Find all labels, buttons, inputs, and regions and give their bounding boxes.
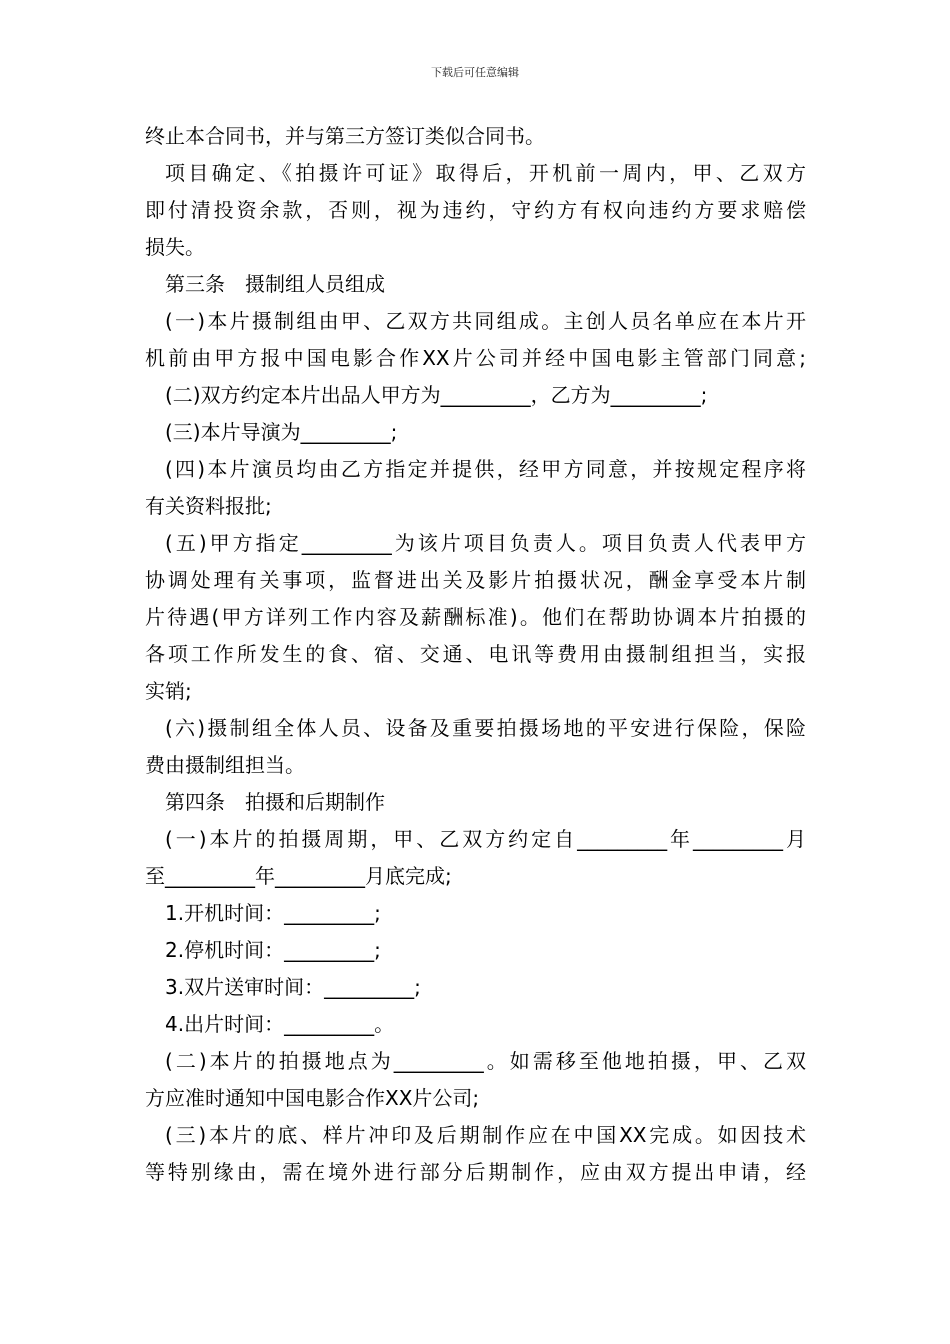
text-line: 方应准时通知中国电影合作XX片公司; <box>145 1086 480 1110</box>
text-line: 等特别缘由，需在境外进行部分后期制作，应由双方提出申请，经 <box>145 1160 806 1184</box>
text-line: (三)本片导演为_________; <box>165 420 398 444</box>
text-line: (一)本片摄制组由甲、乙双方共同组成。主创人员名单应在本片开 <box>165 309 806 333</box>
text-line: 3.双片送审时间：_________; <box>165 975 421 999</box>
text-line: 机前由甲方报中国电影合作XX片公司并经中国电影主管部门同意; <box>145 346 806 370</box>
text-line: (二)本片的拍摄地点为_________。如需移至他地拍摄，甲、乙双 <box>165 1049 806 1073</box>
text-line: 项目确定、《拍摄许可证》取得后，开机前一周内，甲、乙双方 <box>165 161 806 185</box>
text-line: 即付清投资余款，否则，视为违约，守约方有权向违约方要求赔偿 <box>145 198 806 222</box>
text-line: 有关资料报批; <box>145 494 272 518</box>
text-line: (二)双方约定本片出品人甲方为_________，乙方为_________; <box>165 383 708 407</box>
document-body <box>145 118 806 1191</box>
text-line: 实销; <box>145 679 192 703</box>
text-line: (四)本片演员均由乙方指定并提供，经甲方同意，并按规定程序将 <box>165 457 806 481</box>
text-line: (一)本片的拍摄周期，甲、乙双方约定自_________年_________月 <box>165 827 806 851</box>
text-line: 1.开机时间：_________; <box>165 901 381 925</box>
text-line: 2.停机时间：_________; <box>165 938 381 962</box>
text-line: 4.出片时间：_________。 <box>165 1012 395 1036</box>
text-line: 费由摄制组担当。 <box>145 753 305 777</box>
text-line: 协调处理有关事项，监督进出关及影片拍摄状况，酬金享受本片制 <box>145 568 806 592</box>
section-heading: 第四条 拍摄和后期制作 <box>165 790 385 814</box>
text-line: 终止本合同书，并与第三方签订类似合同书。 <box>145 124 545 148</box>
text-line: 损失。 <box>145 235 205 259</box>
text-line: (五)甲方指定_________为该片项目负责人。项目负责人代表甲方 <box>165 531 806 555</box>
text-line: 各项工作所发生的食、宿、交通、电讯等费用由摄制组担当，实报 <box>145 642 806 666</box>
page-header-note: 下载后可任意编辑 <box>431 66 519 79</box>
section-heading: 第三条 摄制组人员组成 <box>165 272 385 296</box>
text-line: 至_________年_________月底完成; <box>145 864 452 888</box>
text-line: (三)本片的底、样片冲印及后期制作应在中国XX完成。如因技术 <box>165 1123 806 1147</box>
text-line: 片待遇(甲方详列工作内容及薪酬标准)。他们在帮助协调本片拍摄的 <box>145 605 806 629</box>
text-line: (六)摄制组全体人员、设备及重要拍摄场地的平安进行保险，保险 <box>165 716 806 740</box>
